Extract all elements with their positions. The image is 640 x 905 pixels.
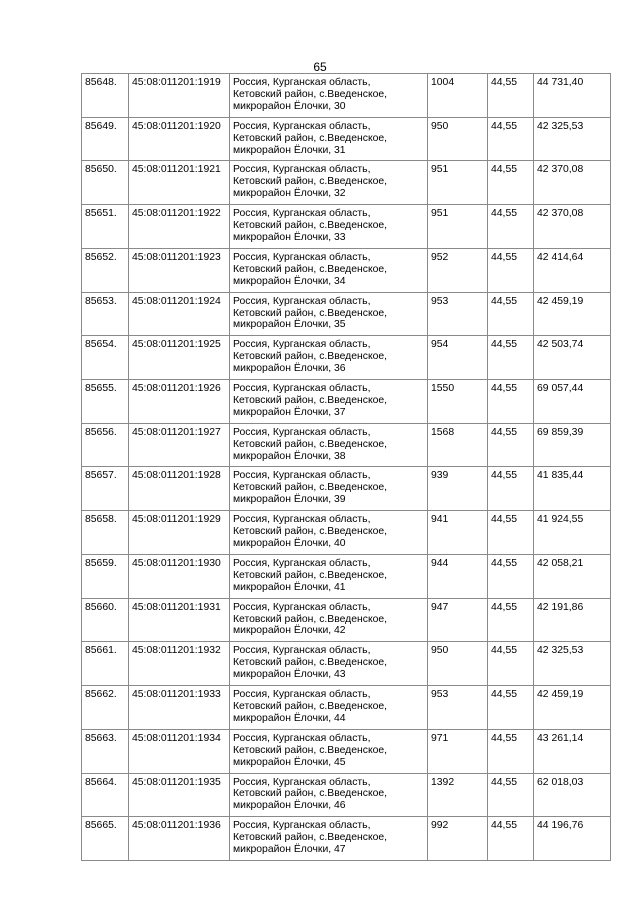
cadastral-number-cell: 45:08:011201:1933 bbox=[129, 686, 230, 730]
address-line: Кетовский район, с.Введенское, bbox=[233, 788, 388, 800]
row-number-cell: 85661. bbox=[82, 642, 129, 686]
table-row bbox=[82, 729, 611, 773]
area-cell: 954 bbox=[428, 336, 488, 380]
address-line: микрорайон Ёлочки, 47 bbox=[233, 844, 346, 856]
row-number-cell: 85652. bbox=[82, 248, 129, 292]
cadastral-value-cell: 69 859,39 bbox=[534, 423, 611, 467]
address-line: микрорайон Ёлочки, 33 bbox=[233, 231, 346, 243]
address-line: микрорайон Ёлочки, 38 bbox=[233, 450, 346, 462]
area-cell: 947 bbox=[428, 598, 488, 642]
address-line: Кетовский район, с.Введенское, bbox=[233, 394, 388, 406]
address-line: Россия, Курганская область, bbox=[233, 251, 371, 263]
address-line: Россия, Курганская область, bbox=[233, 732, 371, 744]
cadastral-value-cell: 42 414,64 bbox=[534, 248, 611, 292]
address-line: микрорайон Ёлочки, 31 bbox=[233, 144, 346, 156]
address-line: Кетовский район, с.Введенское, bbox=[233, 88, 388, 100]
address-cell bbox=[230, 292, 428, 336]
rate-cell: 44,55 bbox=[488, 380, 534, 424]
address-line: микрорайон Ёлочки, 37 bbox=[233, 406, 346, 418]
area-cell: 1392 bbox=[428, 773, 488, 817]
row-number-cell: 85656. bbox=[82, 423, 129, 467]
cadastral-number-cell: 45:08:011201:1921 bbox=[129, 161, 230, 205]
table-row bbox=[82, 161, 611, 205]
address-line: микрорайон Ёлочки, 43 bbox=[233, 669, 346, 681]
table-row bbox=[82, 117, 611, 161]
address-cell bbox=[230, 773, 428, 817]
rate-cell: 44,55 bbox=[488, 467, 534, 511]
address-line: микрорайон Ёлочки, 32 bbox=[233, 188, 346, 200]
rate-cell: 44,55 bbox=[488, 598, 534, 642]
address-line: микрорайон Ёлочки, 36 bbox=[233, 363, 346, 375]
row-number-cell: 85662. bbox=[82, 686, 129, 730]
address-line: микрорайон Ёлочки, 41 bbox=[233, 581, 346, 593]
row-number-cell: 85658. bbox=[82, 511, 129, 555]
cadastral-value-cell: 42 058,21 bbox=[534, 554, 611, 598]
address-line: Россия, Курганская область, bbox=[233, 645, 371, 657]
row-number-cell: 85663. bbox=[82, 729, 129, 773]
row-number-cell: 85655. bbox=[82, 380, 129, 424]
row-number-cell: 85664. bbox=[82, 773, 129, 817]
cadastral-number-cell: 45:08:011201:1929 bbox=[129, 511, 230, 555]
table-row bbox=[82, 511, 611, 555]
address-line: Кетовский район, с.Введенское, bbox=[233, 700, 388, 712]
cadastral-value-cell: 44 196,76 bbox=[534, 817, 611, 861]
address-line: Россия, Курганская область, bbox=[233, 120, 371, 132]
row-number-cell: 85659. bbox=[82, 554, 129, 598]
page-number: 65 bbox=[313, 60, 327, 74]
area-cell: 1568 bbox=[428, 423, 488, 467]
address-cell bbox=[230, 686, 428, 730]
rate-cell: 44,55 bbox=[488, 817, 534, 861]
cadastral-number-cell: 45:08:011201:1920 bbox=[129, 117, 230, 161]
address-line: Кетовский район, с.Введенское, bbox=[233, 220, 388, 232]
address-line: Кетовский район, с.Введенское, bbox=[233, 482, 388, 494]
cadastral-value-cell: 42 503,74 bbox=[534, 336, 611, 380]
address-cell bbox=[230, 467, 428, 511]
address-cell bbox=[230, 161, 428, 205]
area-cell: 939 bbox=[428, 467, 488, 511]
table-row bbox=[82, 598, 611, 642]
address-line: микрорайон Ёлочки, 46 bbox=[233, 800, 346, 812]
address-line: Кетовский район, с.Введенское, bbox=[233, 263, 388, 275]
area-cell: 951 bbox=[428, 205, 488, 249]
address-line: Кетовский район, с.Введенское, bbox=[233, 438, 388, 450]
address-line: микрорайон Ёлочки, 34 bbox=[233, 275, 346, 287]
area-cell: 953 bbox=[428, 686, 488, 730]
area-cell: 941 bbox=[428, 511, 488, 555]
table-row bbox=[82, 554, 611, 598]
rate-cell: 44,55 bbox=[488, 161, 534, 205]
address-line: Россия, Курганская область, bbox=[233, 208, 371, 220]
table-row bbox=[82, 642, 611, 686]
cadastral-number-cell: 45:08:011201:1932 bbox=[129, 642, 230, 686]
rate-cell: 44,55 bbox=[488, 336, 534, 380]
address-line: Россия, Курганская область, bbox=[233, 77, 371, 88]
address-line: Россия, Курганская область, bbox=[233, 689, 371, 701]
cadastral-number-cell: 45:08:011201:1923 bbox=[129, 248, 230, 292]
cadastral-value-cell: 42 459,19 bbox=[534, 292, 611, 336]
area-cell: 971 bbox=[428, 729, 488, 773]
address-line: Кетовский район, с.Введенское, bbox=[233, 351, 388, 363]
land-registry-table bbox=[81, 73, 611, 861]
registry-table-body bbox=[82, 74, 611, 861]
area-cell: 950 bbox=[428, 117, 488, 161]
cadastral-number-cell: 45:08:011201:1925 bbox=[129, 336, 230, 380]
rate-cell: 44,55 bbox=[488, 423, 534, 467]
address-cell bbox=[230, 117, 428, 161]
address-line: Россия, Курганская область, bbox=[233, 339, 371, 351]
address-line: Россия, Курганская область, bbox=[233, 426, 371, 438]
table-row bbox=[82, 773, 611, 817]
cadastral-number-cell: 45:08:011201:1919 bbox=[129, 74, 230, 118]
address-line: Кетовский район, с.Введенское, bbox=[233, 832, 388, 844]
rate-cell: 44,55 bbox=[488, 205, 534, 249]
address-cell bbox=[230, 817, 428, 861]
cadastral-value-cell: 42 370,08 bbox=[534, 205, 611, 249]
address-cell bbox=[230, 511, 428, 555]
rate-cell: 44,55 bbox=[488, 117, 534, 161]
rate-cell: 44,55 bbox=[488, 773, 534, 817]
row-number-cell: 85648. bbox=[82, 74, 129, 118]
cadastral-number-cell: 45:08:011201:1936 bbox=[129, 817, 230, 861]
address-cell bbox=[230, 380, 428, 424]
address-line: Россия, Курганская область, bbox=[233, 776, 371, 788]
address-line: Кетовский район, с.Введенское, bbox=[233, 657, 388, 669]
address-cell bbox=[230, 598, 428, 642]
address-line: Кетовский район, с.Введенское, bbox=[233, 526, 388, 538]
rate-cell: 44,55 bbox=[488, 248, 534, 292]
cadastral-number-cell: 45:08:011201:1930 bbox=[129, 554, 230, 598]
address-line: Россия, Курганская область, bbox=[233, 514, 371, 526]
address-line: Кетовский район, с.Введенское, bbox=[233, 613, 388, 625]
area-cell: 950 bbox=[428, 642, 488, 686]
cadastral-number-cell: 45:08:011201:1935 bbox=[129, 773, 230, 817]
row-number-cell: 85653. bbox=[82, 292, 129, 336]
table-row bbox=[82, 467, 611, 511]
row-number-cell: 85654. bbox=[82, 336, 129, 380]
cadastral-number-cell: 45:08:011201:1928 bbox=[129, 467, 230, 511]
address-line: микрорайон Ёлочки, 30 bbox=[233, 100, 346, 112]
row-number-cell: 85651. bbox=[82, 205, 129, 249]
area-cell: 1004 bbox=[428, 74, 488, 118]
cadastral-number-cell: 45:08:011201:1934 bbox=[129, 729, 230, 773]
address-line: Кетовский район, с.Введенское, bbox=[233, 569, 388, 581]
table-row bbox=[82, 205, 611, 249]
address-cell bbox=[230, 423, 428, 467]
cadastral-number-cell: 45:08:011201:1922 bbox=[129, 205, 230, 249]
rate-cell: 44,55 bbox=[488, 292, 534, 336]
cadastral-number-cell: 45:08:011201:1924 bbox=[129, 292, 230, 336]
rate-cell: 44,55 bbox=[488, 74, 534, 118]
area-cell: 992 bbox=[428, 817, 488, 861]
address-line: Россия, Курганская область, bbox=[233, 383, 371, 395]
table-row bbox=[82, 74, 611, 118]
row-number-cell: 85665. bbox=[82, 817, 129, 861]
cadastral-value-cell: 69 057,44 bbox=[534, 380, 611, 424]
address-cell bbox=[230, 642, 428, 686]
address-cell bbox=[230, 729, 428, 773]
row-number-cell: 85657. bbox=[82, 467, 129, 511]
cadastral-value-cell: 42 370,08 bbox=[534, 161, 611, 205]
table-row bbox=[82, 380, 611, 424]
cadastral-value-cell: 62 018,03 bbox=[534, 773, 611, 817]
rate-cell: 44,55 bbox=[488, 511, 534, 555]
address-cell bbox=[230, 74, 428, 118]
address-cell bbox=[230, 336, 428, 380]
address-line: Кетовский район, с.Введенское, bbox=[233, 176, 388, 188]
area-cell: 951 bbox=[428, 161, 488, 205]
table-row bbox=[82, 423, 611, 467]
table-row bbox=[82, 248, 611, 292]
table-row bbox=[82, 817, 611, 861]
address-line: микрорайон Ёлочки, 44 bbox=[233, 712, 346, 724]
rate-cell: 44,55 bbox=[488, 686, 534, 730]
address-line: Россия, Курганская область, bbox=[233, 820, 371, 832]
address-line: Россия, Курганская область, bbox=[233, 601, 371, 613]
rate-cell: 44,55 bbox=[488, 729, 534, 773]
cadastral-value-cell: 42 459,19 bbox=[534, 686, 611, 730]
area-cell: 952 bbox=[428, 248, 488, 292]
address-line: микрорайон Ёлочки, 40 bbox=[233, 538, 346, 549]
cadastral-value-cell: 41 835,44 bbox=[534, 467, 611, 511]
address-cell bbox=[230, 205, 428, 249]
cadastral-number-cell: 45:08:011201:1931 bbox=[129, 598, 230, 642]
cadastral-number-cell: 45:08:011201:1926 bbox=[129, 380, 230, 424]
address-line: Кетовский район, с.Введенское, bbox=[233, 307, 388, 319]
row-number-cell: 85649. bbox=[82, 117, 129, 161]
table-row bbox=[82, 336, 611, 380]
address-line: микрорайон Ёлочки, 42 bbox=[233, 625, 346, 637]
address-line: Россия, Курганская область, bbox=[233, 295, 371, 307]
table-row bbox=[82, 292, 611, 336]
row-number-cell: 85660. bbox=[82, 598, 129, 642]
cadastral-number-cell: 45:08:011201:1927 bbox=[129, 423, 230, 467]
address-line: Россия, Курганская область, bbox=[233, 470, 371, 482]
address-cell bbox=[230, 554, 428, 598]
area-cell: 1550 bbox=[428, 380, 488, 424]
rate-cell: 44,55 bbox=[488, 554, 534, 598]
row-number-cell: 85650. bbox=[82, 161, 129, 205]
cadastral-value-cell: 41 924,55 bbox=[534, 511, 611, 555]
rate-cell: 44,55 bbox=[488, 642, 534, 686]
area-cell: 953 bbox=[428, 292, 488, 336]
address-line: Россия, Курганская область, bbox=[233, 164, 371, 176]
address-line: Кетовский район, с.Введенское, bbox=[233, 744, 388, 756]
cadastral-value-cell: 43 261,14 bbox=[534, 729, 611, 773]
cadastral-value-cell: 42 325,53 bbox=[534, 117, 611, 161]
address-line: Кетовский район, с.Введенское, bbox=[233, 132, 388, 144]
table-row bbox=[82, 686, 611, 730]
address-line: Россия, Курганская область, bbox=[233, 557, 371, 569]
cadastral-value-cell: 42 325,53 bbox=[534, 642, 611, 686]
cadastral-value-cell: 42 191,86 bbox=[534, 598, 611, 642]
address-line: микрорайон Ёлочки, 45 bbox=[233, 756, 346, 768]
address-line: микрорайон Ёлочки, 35 bbox=[233, 319, 346, 331]
address-line: микрорайон Ёлочки, 39 bbox=[233, 494, 346, 506]
cadastral-value-cell: 44 731,40 bbox=[534, 74, 611, 118]
area-cell: 944 bbox=[428, 554, 488, 598]
address-cell bbox=[230, 248, 428, 292]
